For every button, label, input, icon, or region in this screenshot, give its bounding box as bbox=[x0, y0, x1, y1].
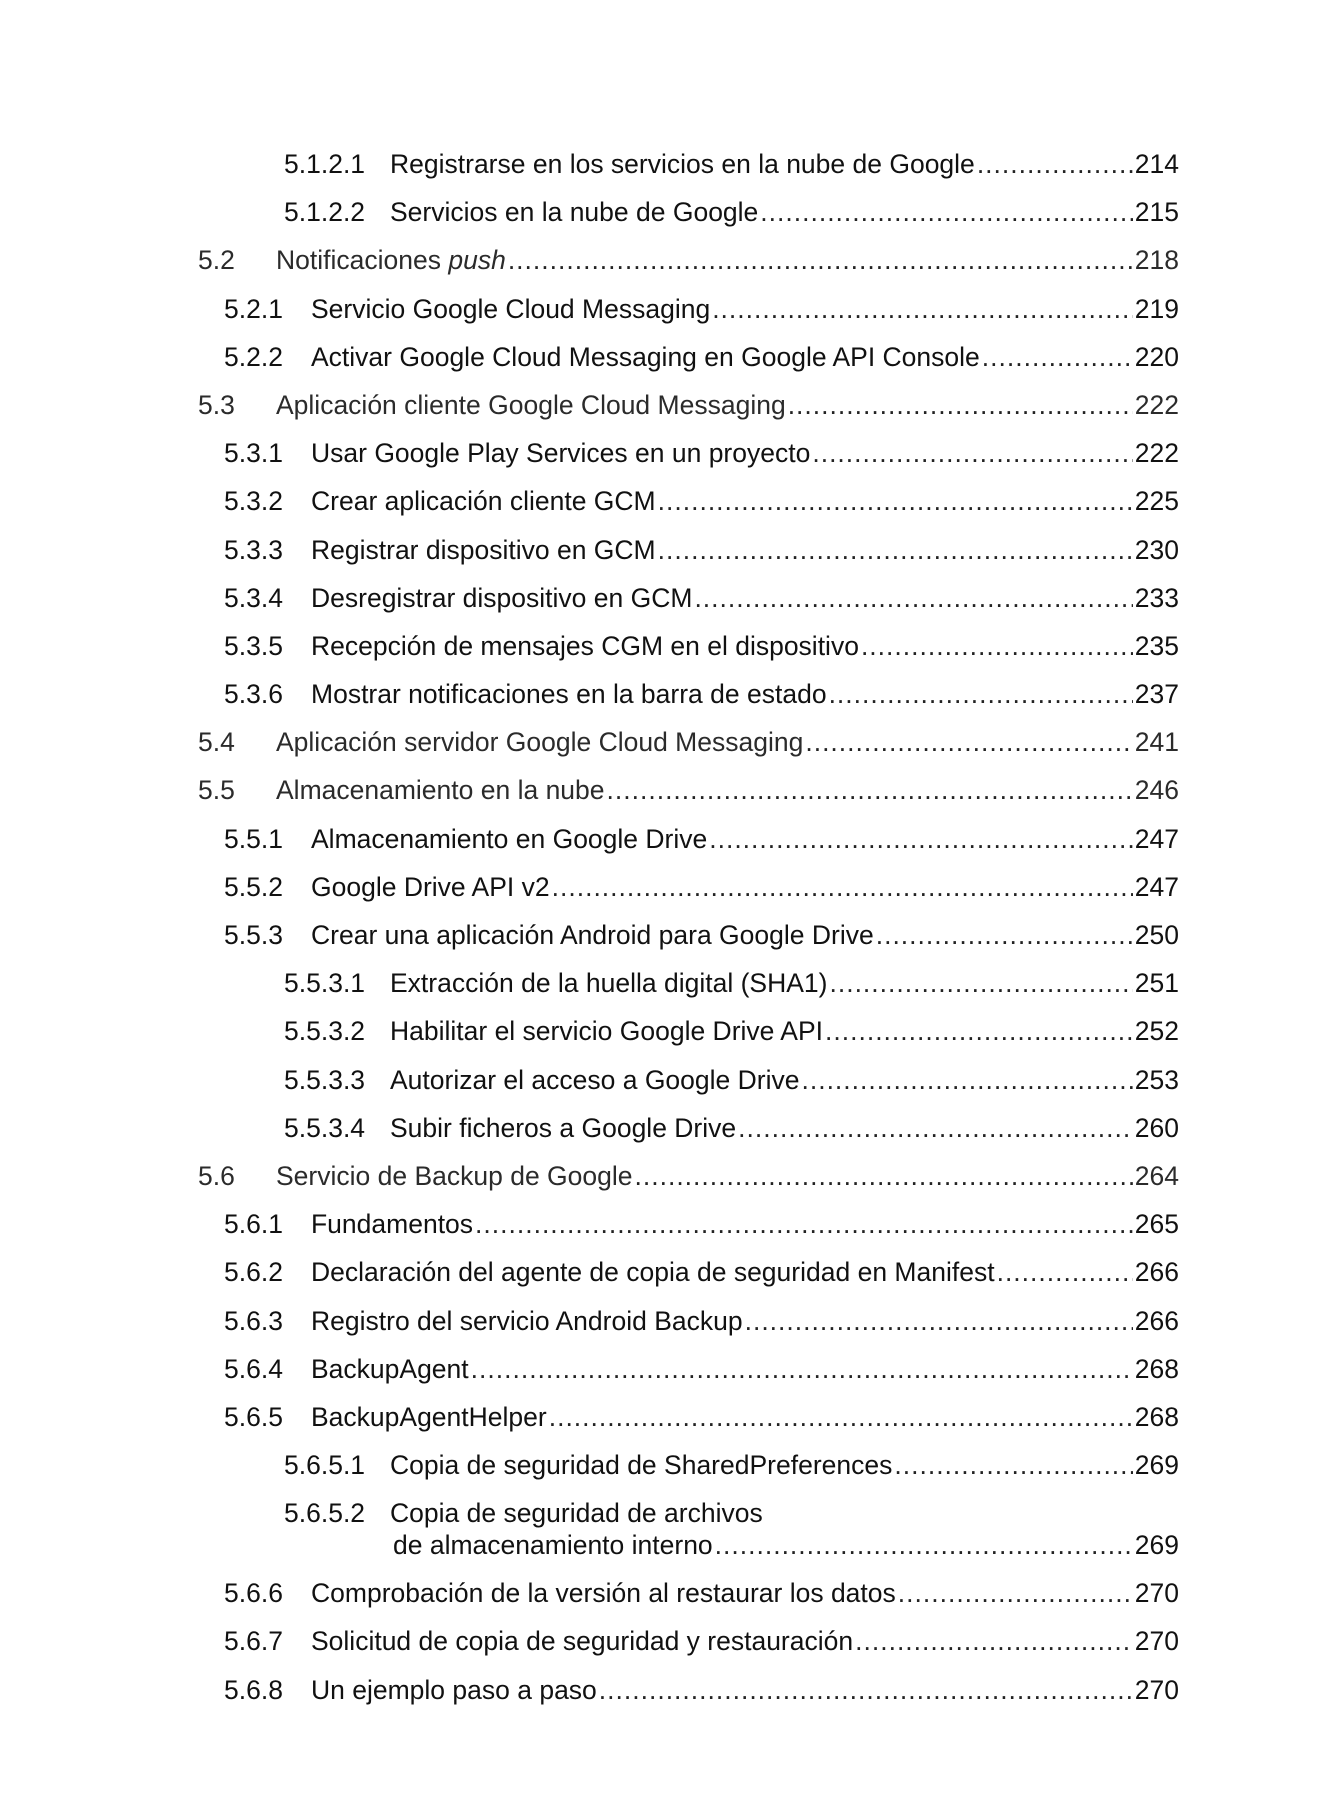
toc-page: 218 bbox=[1134, 245, 1179, 276]
toc-number: 5.3.3 bbox=[224, 534, 283, 565]
toc-entry-5-6-5-1 bbox=[0, 1441, 1339, 1489]
toc-leader bbox=[745, 1297, 1133, 1345]
toc-leader bbox=[635, 1152, 1133, 1200]
toc-leader bbox=[829, 959, 1132, 1007]
toc-entry-5-2 bbox=[0, 236, 1339, 284]
toc-leader bbox=[658, 477, 1133, 525]
toc-number: 5.6.5.1 bbox=[284, 1450, 366, 1481]
toc-entry-5-6-5-2 bbox=[0, 1489, 1339, 1569]
toc-entry-5-3-3 bbox=[0, 526, 1339, 574]
toc-title: Comprobación de la versión al restaurar los datos bbox=[311, 1578, 896, 1609]
toc-number: 5.6.5.2 bbox=[284, 1498, 366, 1529]
toc-number: 5.3.1 bbox=[224, 438, 283, 469]
toc-page: 268 bbox=[1134, 1401, 1179, 1432]
toc-entry-5-5-1 bbox=[0, 815, 1339, 863]
toc-entry-5-2-1 bbox=[0, 285, 1339, 333]
toc-number: 5.5.2 bbox=[224, 871, 283, 902]
toc-leader bbox=[894, 1441, 1132, 1489]
toc-number: 5.5.1 bbox=[224, 823, 283, 854]
toc-title: Copia de seguridad de SharedPreferences bbox=[390, 1450, 893, 1481]
toc-title: Almacenamiento en Google Drive bbox=[311, 823, 708, 854]
toc-entry-5-2-2 bbox=[0, 333, 1339, 381]
toc-entry-5-5-2 bbox=[0, 863, 1339, 911]
toc-entry-5-5-3-3 bbox=[0, 1056, 1339, 1104]
toc-title: Aplicación servidor Google Cloud Messaging bbox=[276, 727, 804, 758]
toc-page: 260 bbox=[1134, 1112, 1179, 1143]
toc-number: 5.1.2.1 bbox=[284, 149, 366, 179]
toc-page: 247 bbox=[1134, 871, 1179, 902]
toc-leader bbox=[825, 1007, 1133, 1055]
toc-number: 5.5.3.3 bbox=[284, 1064, 366, 1095]
toc-page: 225 bbox=[1134, 486, 1179, 517]
toc-page: 220 bbox=[1134, 341, 1179, 372]
toc-title-emphasis: push bbox=[448, 245, 506, 276]
toc-entry-5-3 bbox=[0, 381, 1339, 429]
toc-entry-5-6-7 bbox=[0, 1617, 1339, 1665]
toc-leader bbox=[861, 622, 1133, 670]
toc-entry-5-1-2-2 bbox=[0, 188, 1339, 236]
toc-title: BackupAgentHelper bbox=[311, 1401, 547, 1432]
toc-leader bbox=[694, 574, 1132, 622]
toc-number: 5.6.6 bbox=[224, 1578, 283, 1609]
toc-title: Crear aplicación cliente GCM bbox=[311, 486, 656, 517]
toc-leader bbox=[788, 381, 1133, 429]
toc-page: 269 bbox=[1134, 1530, 1179, 1561]
toc-title bbox=[276, 236, 506, 284]
toc-title: Habilitar el servicio Google Drive API bbox=[390, 1016, 824, 1047]
toc-page: 252 bbox=[1134, 1016, 1179, 1047]
toc-number: 5.3 bbox=[198, 389, 235, 420]
toc-title: Usar Google Play Services en un proyecto bbox=[311, 438, 811, 469]
toc-leader bbox=[982, 333, 1133, 381]
toc-entry-5-5-3-1 bbox=[0, 959, 1339, 1007]
toc-entry-5-6-8 bbox=[0, 1666, 1339, 1714]
toc-title: Extracción de la huella digital (SHA1) bbox=[390, 968, 828, 999]
toc-leader bbox=[607, 766, 1133, 814]
toc-title: Registrar dispositivo en GCM bbox=[311, 534, 656, 565]
toc-page: 235 bbox=[1134, 630, 1179, 661]
toc-leader bbox=[658, 526, 1133, 574]
toc-page: 268 bbox=[1134, 1353, 1179, 1384]
toc-page: 250 bbox=[1134, 920, 1179, 950]
toc-title: Servicios en la nube de Google bbox=[390, 197, 759, 228]
toc-leader bbox=[738, 1104, 1133, 1152]
toc-entry-5-6-1 bbox=[0, 1200, 1339, 1248]
toc-title: Servicio Google Cloud Messaging bbox=[311, 293, 711, 324]
toc-entry-5-1-2-1 bbox=[0, 140, 1339, 188]
toc-leader bbox=[876, 911, 1133, 959]
toc-number: 5.6 bbox=[198, 1160, 235, 1191]
toc-title: Google Drive API v2 bbox=[311, 871, 550, 902]
toc-page: 253 bbox=[1134, 1064, 1179, 1095]
toc-page: 246 bbox=[1134, 775, 1179, 806]
toc-entry-5-3-2 bbox=[0, 477, 1339, 525]
toc-number: 5.5.3 bbox=[224, 920, 283, 950]
toc-leader bbox=[508, 236, 1133, 284]
toc-entry-5-6-2 bbox=[0, 1248, 1339, 1296]
toc-number: 5.2.2 bbox=[224, 341, 283, 372]
toc-title-line1: Copia de seguridad de archivos bbox=[390, 1498, 763, 1529]
toc-leader bbox=[712, 285, 1133, 333]
toc-leader bbox=[760, 188, 1132, 236]
toc-leader bbox=[829, 670, 1133, 718]
toc-page: 247 bbox=[1134, 823, 1179, 854]
toc-leader bbox=[715, 1521, 1133, 1569]
toc-page: 219 bbox=[1134, 293, 1179, 324]
toc-number: 5.5.3.1 bbox=[284, 968, 366, 999]
toc-entry-5-6-6 bbox=[0, 1569, 1339, 1617]
toc-page: 266 bbox=[1134, 1305, 1179, 1336]
toc-page: 214 bbox=[1134, 149, 1179, 179]
toc-leader bbox=[977, 140, 1133, 188]
toc-number: 5.3.6 bbox=[224, 679, 283, 710]
toc-number: 5.4 bbox=[198, 727, 235, 758]
toc-title-text: Notificaciones bbox=[276, 245, 441, 276]
toc-number: 5.2 bbox=[198, 245, 235, 276]
toc-number: 5.3.2 bbox=[224, 486, 283, 517]
table-of-contents bbox=[0, 140, 1339, 1714]
toc-page: 215 bbox=[1134, 197, 1179, 228]
toc-number: 5.5.3.4 bbox=[284, 1112, 366, 1143]
toc-entry-5-3-5 bbox=[0, 622, 1339, 670]
toc-leader bbox=[549, 1393, 1133, 1441]
toc-title: Solicitud de copia de seguridad y restauración bbox=[311, 1626, 854, 1657]
toc-page: 264 bbox=[1134, 1160, 1179, 1191]
toc-entry-5-6-5 bbox=[0, 1393, 1339, 1441]
toc-leader bbox=[552, 863, 1133, 911]
toc-number: 5.6.1 bbox=[224, 1209, 283, 1240]
toc-number: 5.5 bbox=[198, 775, 235, 806]
toc-title: Subir ficheros a Google Drive bbox=[390, 1112, 737, 1143]
toc-title: Autorizar el acceso a Google Drive bbox=[390, 1064, 800, 1095]
toc-page: 269 bbox=[1134, 1450, 1179, 1481]
toc-number: 5.5.3.2 bbox=[284, 1016, 366, 1047]
toc-entry-5-5-3-2 bbox=[0, 1007, 1339, 1055]
toc-entry-5-4 bbox=[0, 718, 1339, 766]
toc-leader bbox=[599, 1666, 1133, 1714]
toc-number: 5.6.2 bbox=[224, 1257, 283, 1288]
toc-title: Activar Google Cloud Messaging en Google API Console bbox=[311, 341, 980, 372]
toc-page: 230 bbox=[1134, 534, 1179, 565]
toc-number: 5.6.7 bbox=[224, 1626, 283, 1657]
toc-title: Declaración del agente de copia de seguridad en Manifest bbox=[311, 1257, 995, 1288]
toc-entry-5-6-4 bbox=[0, 1345, 1339, 1393]
toc-page: 270 bbox=[1134, 1578, 1179, 1609]
toc-page: 270 bbox=[1134, 1626, 1179, 1657]
toc-title: de almacenamiento interno bbox=[393, 1530, 713, 1561]
toc-title: Un ejemplo paso a paso bbox=[311, 1674, 597, 1705]
toc-entry-5-3-1 bbox=[0, 429, 1339, 477]
toc-number: 5.6.5 bbox=[224, 1401, 283, 1432]
toc-title: Registro del servicio Android Backup bbox=[311, 1305, 743, 1336]
toc-leader bbox=[709, 815, 1133, 863]
toc-leader bbox=[471, 1345, 1133, 1393]
toc-title: Recepción de mensajes CGM en el dispositivo bbox=[311, 630, 859, 661]
toc-leader bbox=[898, 1569, 1133, 1617]
toc-leader bbox=[805, 718, 1132, 766]
toc-number: 5.6.8 bbox=[224, 1674, 283, 1705]
toc-page: 270 bbox=[1134, 1674, 1179, 1705]
toc-title: Desregistrar dispositivo en GCM bbox=[311, 582, 693, 613]
toc-page: 222 bbox=[1134, 438, 1179, 469]
toc-title: Crear una aplicación Android para Google Drive bbox=[311, 920, 874, 950]
toc-title: Mostrar notificaciones en la barra de estado bbox=[311, 679, 827, 710]
toc-page: 266 bbox=[1134, 1257, 1179, 1288]
toc-entry-5-5-3-4 bbox=[0, 1104, 1339, 1152]
toc-leader bbox=[475, 1200, 1133, 1248]
toc-leader bbox=[997, 1248, 1133, 1296]
toc-title: Almacenamiento en la nube bbox=[276, 775, 605, 806]
toc-number: 5.1.2.2 bbox=[284, 197, 366, 228]
toc-page: 233 bbox=[1134, 582, 1179, 613]
toc-title: Aplicación cliente Google Cloud Messaging bbox=[276, 389, 786, 420]
toc-entry-5-6 bbox=[0, 1152, 1339, 1200]
toc-number: 5.2.1 bbox=[224, 293, 283, 324]
toc-number: 5.3.5 bbox=[224, 630, 283, 661]
toc-page: 237 bbox=[1134, 679, 1179, 710]
toc-number: 5.6.3 bbox=[224, 1305, 283, 1336]
toc-title: Registrarse en los servicios en la nube de Google bbox=[390, 149, 975, 179]
toc-number: 5.6.4 bbox=[224, 1353, 283, 1384]
toc-entry-5-5 bbox=[0, 766, 1339, 814]
toc-entry-5-3-4 bbox=[0, 574, 1339, 622]
toc-leader bbox=[855, 1617, 1133, 1665]
toc-page: 241 bbox=[1134, 727, 1179, 758]
toc-page: 251 bbox=[1134, 968, 1179, 999]
toc-leader bbox=[812, 429, 1132, 477]
toc-number: 5.3.4 bbox=[224, 582, 283, 613]
toc-title: Fundamentos bbox=[311, 1209, 474, 1240]
toc-entry-5-5-3 bbox=[0, 911, 1339, 959]
toc-entry-5-6-3 bbox=[0, 1297, 1339, 1345]
toc-page: 222 bbox=[1134, 389, 1179, 420]
toc-leader bbox=[801, 1056, 1132, 1104]
toc-title: Servicio de Backup de Google bbox=[276, 1160, 633, 1191]
toc-page: 265 bbox=[1134, 1209, 1179, 1240]
toc-entry-5-3-6 bbox=[0, 670, 1339, 718]
toc-title: BackupAgent bbox=[311, 1353, 469, 1384]
